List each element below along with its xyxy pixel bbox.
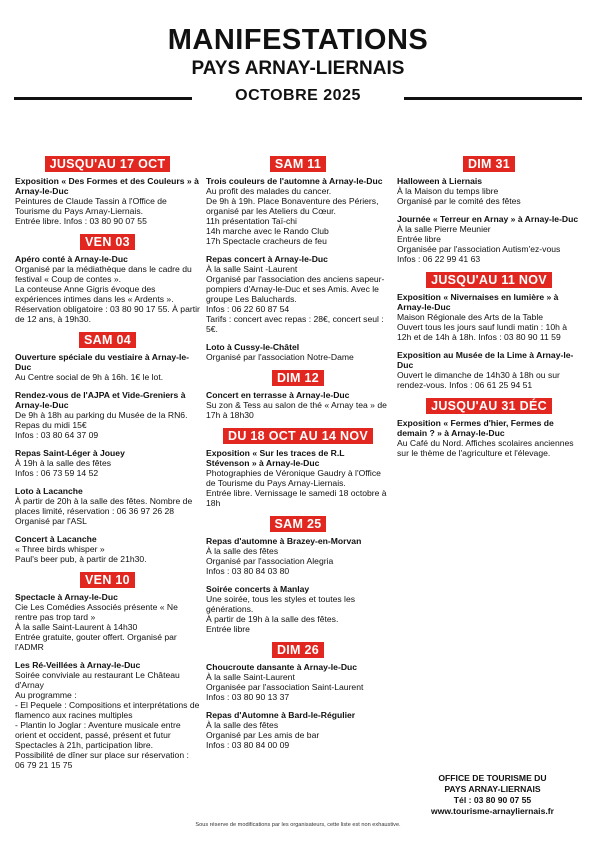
date-badge-row	[206, 642, 390, 658]
event-item	[15, 254, 200, 324]
event-description: À la salle des fêtes Organisé par l'association Alegria Infos : 03 80 84 03 80	[206, 546, 334, 576]
month-label: OCTOBRE 2025	[235, 87, 361, 104]
event-title: Les Ré-Veillées à Arnay-le-Duc	[15, 660, 141, 670]
event-title: Repas concert à Arnay-le-Duc	[206, 254, 328, 264]
event-description: Au profit des malades du cancer. De 9h à 19h. Place Bonaventure des Périers, organisé par les Ateliers du Cœur. 11h présentation Taï-chi 14h marche avec le Rando Club 17h Spectacle cracheurs de feu	[206, 186, 379, 246]
event-title: Journée « Terreur en Arnay » à Arnay-le-Duc	[397, 214, 579, 224]
event-title: Loto à Lacanche	[15, 486, 83, 496]
date-badge: VEN 03	[80, 234, 135, 250]
event-description: Su zon & Tess au salon de thé « Arnay tea » de 17h à 18h30	[206, 400, 387, 420]
date-badge: DIM 26	[272, 642, 324, 658]
event-title: Exposition « Des Formes et des Couleurs » à Arnay-le-Duc	[15, 176, 199, 196]
event-item	[15, 486, 200, 526]
date-badge: SAM 25	[270, 516, 327, 532]
event-item	[206, 176, 390, 246]
event-description: À la salle Saint-Laurent Organisée par l'association Saint-Laurent Infos : 03 80 90 13 37	[206, 672, 364, 702]
event-description: Au Café du Nord. Affiches scolaires anciennes sur le thème de l'agriculture et l'élevage.	[397, 438, 574, 458]
event-item	[206, 448, 390, 508]
event-title: Repas Saint-Léger à Jouey	[15, 448, 125, 458]
date-badge-row	[397, 156, 581, 172]
column-right	[397, 156, 581, 466]
event-title: Rendez-vous de l'AJPA et Vide-Greniers à Arnay-le-Duc	[15, 390, 186, 410]
date-badge: DIM 31	[463, 156, 515, 172]
page-header	[0, 24, 596, 108]
event-description: Ouvert le dimanche de 14h30 à 18h ou sur rendez-vous. Infos : 06 61 25 94 51	[397, 370, 560, 390]
event-item	[15, 390, 200, 440]
event-description: Au Centre social de 9h à 16h. 1€ le lot.	[15, 372, 164, 382]
event-title: Exposition au Musée de la Lime à Arnay-le-Duc	[397, 350, 574, 370]
event-item	[15, 352, 200, 382]
event-item	[397, 350, 581, 390]
event-description: À partir de 20h à la salle des fêtes. Nombre de places limité, réservation : 06 36 97 26 28 Organisé par l'ASL	[15, 496, 193, 526]
event-title: Repas d'automne à Brazey-en-Morvan	[206, 536, 362, 546]
event-description: Organisé par la médiathèque dans le cadre du festival « Coup de contes ». La conteuse Anne Gigris évoque des expériences intimes dans les « Ardents ». Réservation obligatoire : 03 80 90 17 55. À partir de 12 ans, à 19h30.	[15, 264, 200, 324]
event-description: De 9h à 18h au parking du Musée de la RN6. Repas du midi 15€ Infos : 03 80 64 37 09	[15, 410, 188, 440]
event-item	[15, 534, 200, 564]
event-description: Soirée conviviale au restaurant Le Château d'Arnay Au programme : - El Pequele : Compositions et interprétations de flamenco aux racines multiples - Plantin lo Joglar : Aventure musicale entre orient et occident, passé, présent et futur Spectacles à 21h, participation libre. Possibilité de dîner sur place sur réservation : 06 79 21 15 75	[15, 670, 200, 770]
date-badge: JUSQU'AU 17 OCT	[45, 156, 171, 172]
event-title: Soirée concerts à Manlay	[206, 584, 310, 594]
date-badge: SAM 04	[79, 332, 136, 348]
date-badge: SAM 11	[270, 156, 326, 172]
event-description: Cie Les Comédies Associés présente « Ne rentre pas trop tard » À la salle Saint-Laurent à 14h30 Entrée gratuite, gouter offert. Organisé par l'ADMR	[15, 602, 178, 652]
event-title: Loto à Cussy-le-Châtel	[206, 342, 300, 352]
office-phone: Tél : 03 80 90 07 55	[453, 795, 532, 805]
event-title: Exposition « Sur les traces de R.L Stévenson » à Arnay-le-Duc	[206, 448, 345, 468]
event-item	[206, 342, 390, 362]
event-item	[397, 418, 581, 458]
event-item	[206, 536, 390, 576]
office-name-line1: OFFICE DE TOURISME DU	[438, 773, 547, 783]
event-title: Ouverture spéciale du vestiaire à Arnay-le-Duc	[15, 352, 190, 372]
tourism-office-contact	[410, 773, 575, 817]
event-item	[15, 592, 200, 652]
event-title: Halloween à Liernais	[397, 176, 483, 186]
event-title: Concert à Lacanche	[15, 534, 97, 544]
event-title: Spectacle à Arnay-le-Duc	[15, 592, 118, 602]
event-item	[206, 584, 390, 634]
date-badge-row	[397, 272, 581, 288]
event-item	[15, 176, 200, 226]
date-badge: JUSQU'AU 11 NOV	[426, 272, 552, 288]
date-badge-row	[15, 156, 200, 172]
event-item	[15, 448, 200, 478]
event-description: Peintures de Claude Tassin à l'Office de Tourisme du Pays Arnay-Liernais. Entrée libre. Infos : 03 80 90 07 55	[15, 196, 167, 226]
date-badge-row	[206, 156, 390, 172]
event-item	[206, 662, 390, 702]
event-item	[206, 710, 390, 750]
divider-right	[404, 97, 582, 100]
page-title: MANIFESTATIONS	[167, 24, 429, 56]
divider-left	[14, 97, 192, 100]
event-description: À la Maison du temps libre Organisé par le comité des fêtes	[397, 186, 521, 206]
page-subtitle: PAYS ARNAY-LIERNAIS	[191, 58, 405, 79]
event-description: « Three birds whisper » Paul's beer pub, à partir de 21h30.	[15, 544, 147, 564]
event-item	[15, 660, 200, 770]
event-description: Maison Régionale des Arts de la Table Ouvert tous les jours sauf lundi matin : 10h à 12h et de 14h à 18h. Infos : 03 80 90 11 59	[397, 312, 568, 342]
event-description: Une soirée, tous les styles et toutes les générations. À partir de 19h à la salle des fêtes. Entrée libre	[206, 594, 356, 634]
event-title: Choucroute dansante à Arnay-le-Duc	[206, 662, 358, 672]
date-badge-row	[206, 428, 390, 444]
event-item	[206, 254, 390, 334]
date-badge-row	[15, 234, 200, 250]
event-item	[397, 176, 581, 206]
date-badge: VEN 10	[80, 572, 135, 588]
office-name-line2: PAYS ARNAY-LIERNAIS	[444, 784, 541, 794]
column-left	[15, 156, 200, 778]
event-description: À la salle des fêtes Organisé par Les amis de bar Infos : 03 80 84 00 09	[206, 720, 320, 750]
event-item	[397, 292, 581, 342]
event-description: Photographies de Véronique Gaudry à l'Office de Tourisme du Pays Arnay-Liernais. Entrée libre. Vernissage le samedi 18 octobre à 18h	[206, 468, 387, 508]
disclaimer: Sous réserve de modifications par les organisateurs, cette liste est non exhaustive.	[195, 822, 401, 828]
event-description: Organisé par l'association Notre-Dame	[206, 352, 354, 362]
event-description: À 19h à la salle des fêtes Infos : 06 73 59 14 52	[15, 458, 112, 478]
event-title: Concert en terrasse à Arnay-le-Duc	[206, 390, 350, 400]
event-title: Exposition « Fermes d'hier, Fermes de demain ? » à Arnay-le-Duc	[397, 418, 554, 438]
event-title: Apéro conté à Arnay-le-Duc	[15, 254, 128, 264]
date-badge-row	[206, 370, 390, 386]
date-badge: DU 18 OCT AU 14 NOV	[223, 428, 373, 444]
date-badge-row	[397, 398, 581, 414]
office-website[interactable]: www.tourisme-arnayliernais.fr	[431, 806, 554, 816]
date-badge-row	[206, 516, 390, 532]
event-item	[397, 214, 581, 264]
column-middle	[206, 156, 390, 758]
month-row	[0, 84, 596, 108]
date-badge: DIM 12	[272, 370, 324, 386]
date-badge-row	[15, 332, 200, 348]
event-title: Trois couleurs de l'automne à Arnay-le-Duc	[206, 176, 383, 186]
event-description: À la salle Saint -Laurent Organisé par l'association des anciens sapeur-pompiers d'Arnay-le-Duc et ses Amis. Avec le groupe Les Baluchards. Infos : 06 22 60 87 54 Tarifs : concert avec repas : 28€, concert seul : 5€.	[206, 264, 385, 334]
event-item	[206, 390, 390, 420]
event-title: Exposition « Nivernaises en lumière » à Arnay-le-Duc	[397, 292, 559, 312]
date-badge: JUSQU'AU 31 DÉC	[426, 398, 552, 414]
event-description: À la salle Pierre Meunier Entrée libre Organisée par l'association Autism'ez-vous Infos : 06 22 99 41 63	[397, 224, 561, 264]
date-badge-row	[15, 572, 200, 588]
event-title: Repas d'Automne à Bard-le-Régulier	[206, 710, 356, 720]
